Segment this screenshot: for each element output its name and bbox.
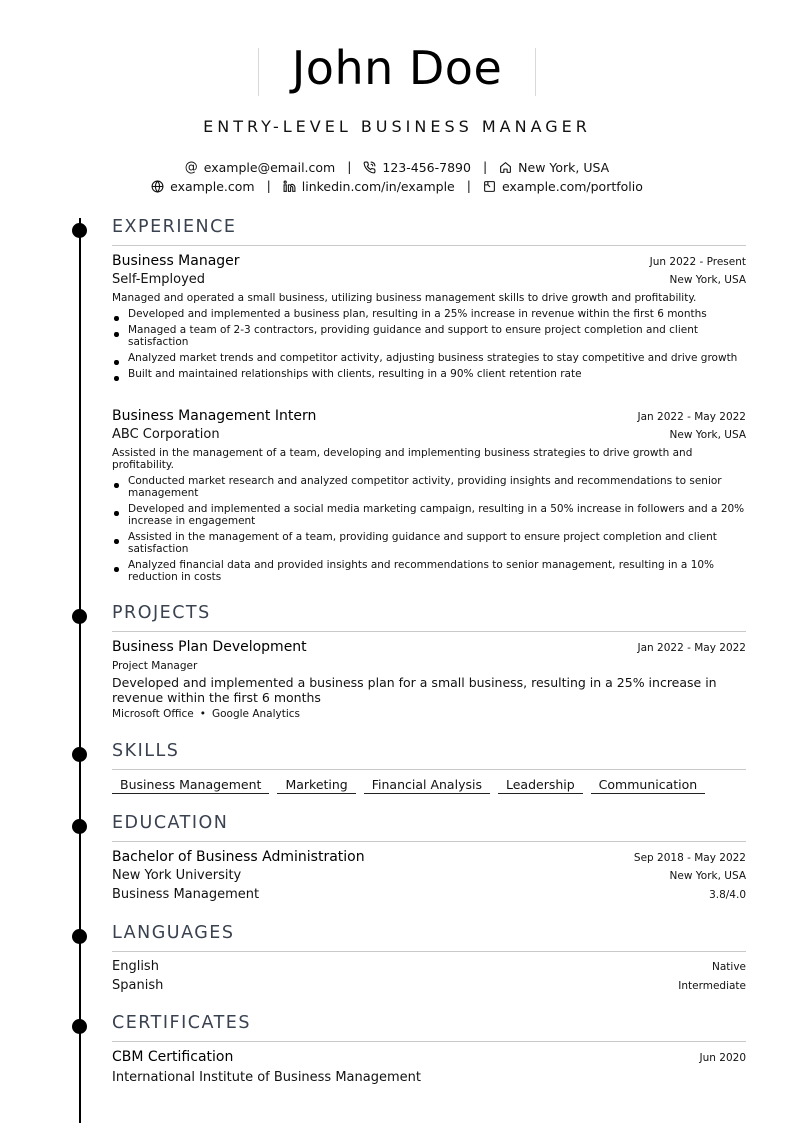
projects-section [112, 603, 746, 720]
certificates-section [112, 1013, 746, 1085]
highlight-item: Analyzed market trends and competitor activity, adjusting business strategies to stay competitive and drive growth [112, 352, 746, 364]
candidate-name: John Doe [291, 41, 503, 95]
section-title: CERTIFICATES [112, 1013, 251, 1033]
timeline-dot-certificates [72, 1019, 87, 1034]
phone-text: 123-456-7890 [382, 160, 471, 175]
separator: | [347, 159, 352, 174]
contact-email[interactable] [185, 160, 335, 175]
portfolio-icon [483, 180, 496, 193]
skill-tag: Communication [591, 777, 706, 794]
certificate-issuer: International Institute of Business Management [112, 1070, 421, 1085]
language-name: English [112, 959, 159, 974]
section-divider [112, 841, 746, 842]
keyword-separator: • [199, 708, 206, 720]
company-name: ABC Corporation [112, 427, 220, 442]
education-item [112, 849, 746, 906]
project-description: Developed and implemented a business plan for a small business, resulting in a 25% increase in revenue within the first 6 months [112, 675, 717, 705]
language-level: Native [712, 961, 746, 973]
location-text: New York, USA [518, 160, 610, 175]
project-name: Business Plan Development [112, 639, 307, 655]
keyword: Microsoft Office [112, 708, 194, 720]
contact-linkedin[interactable] [283, 179, 455, 194]
linkedin-icon [283, 180, 296, 193]
highlight-item: Assisted in the management of a team, providing guidance and support to ensure project completion and client satisfaction [112, 531, 746, 555]
education-date: Sep 2018 - May 2022 [633, 852, 746, 864]
linkedin-text: linkedin.com/in/example [301, 179, 455, 194]
job-summary: Managed and operated a small business, utilizing business management skills to drive growth and profitability. [112, 292, 697, 304]
certificate-name: CBM Certification [112, 1049, 234, 1065]
languages-section [112, 923, 746, 993]
project-role: Project Manager [112, 660, 198, 672]
headline: ENTRY-LEVEL BUSINESS MANAGER [203, 117, 591, 136]
keyword: Google Analytics [211, 708, 301, 720]
job-location: New York, USA [669, 429, 746, 441]
contact-phone[interactable] [363, 160, 471, 175]
certificate-date: Jun 2020 [699, 1052, 746, 1064]
timeline-dot-languages [72, 929, 87, 944]
experience-item [112, 408, 746, 583]
section-divider [112, 1041, 746, 1042]
experience-item [112, 253, 746, 380]
job-date: Jun 2022 - Present [649, 256, 746, 268]
language-item [112, 959, 746, 978]
project-keywords [112, 708, 746, 720]
section-title: SKILLS [112, 741, 180, 761]
highlight-item: Developed and implemented a social media marketing campaign, resulting in a 50% increase in followers and a 20% increase in engagement [112, 503, 746, 527]
separator: | [466, 178, 471, 193]
job-title: Business Manager [112, 253, 240, 269]
portfolio-text: example.com/portfolio [501, 179, 643, 194]
contact-location [499, 160, 609, 175]
email-text: example@email.com [203, 160, 336, 175]
at-icon: @ [184, 160, 198, 175]
section-divider [112, 769, 746, 770]
field-of-study: Business Management [112, 887, 260, 902]
section-divider [112, 245, 746, 246]
phone-icon [363, 161, 376, 174]
highlight-item: Built and maintained relationships with clients, resulting in a 90% client retention rate [112, 368, 746, 380]
timeline-line [79, 218, 81, 1123]
school-name: New York University [112, 868, 242, 883]
job-summary: Assisted in the management of a team, developing and implementing business strategies to drive growth and profitability. [112, 447, 693, 471]
section-title: LANGUAGES [112, 923, 235, 943]
certificate-item [112, 1049, 746, 1087]
job-title: Business Management Intern [112, 408, 317, 424]
header [0, 40, 794, 96]
section-title: EXPERIENCE [112, 217, 237, 237]
highlight-item: Developed and implemented a business plan, resulting in a 25% increase in revenue within the first 6 months [112, 308, 746, 320]
separator: | [482, 159, 488, 174]
skill-tag: Financial Analysis [364, 777, 490, 794]
experience-section [112, 217, 746, 583]
education-section [112, 813, 746, 902]
name-box [258, 40, 537, 96]
job-highlights [112, 475, 746, 583]
skills-section [112, 741, 746, 792]
languages-list [112, 959, 746, 997]
highlight-item: Analyzed financial data and provided insights and recommendations to senior management, resulting in a 10% reduction in costs [112, 559, 746, 583]
skills-list [112, 777, 705, 794]
skill-tag: Business Management [112, 777, 269, 794]
home-icon [499, 161, 512, 174]
contact-row-secondary [0, 178, 794, 194]
skill-tag: Leadership [498, 777, 583, 794]
job-date: Jan 2022 - May 2022 [637, 411, 746, 423]
section-divider [112, 951, 746, 952]
separator: | [266, 178, 271, 193]
section-title: EDUCATION [112, 813, 229, 833]
project-item [112, 639, 746, 720]
contact-portfolio[interactable] [483, 179, 643, 194]
section-title: PROJECTS [112, 603, 211, 623]
job-highlights [112, 308, 746, 380]
language-item [112, 978, 746, 997]
project-date: Jan 2022 - May 2022 [637, 642, 746, 654]
website-text: example.com [170, 179, 255, 194]
language-name: Spanish [112, 978, 164, 993]
timeline-dot-education [72, 819, 87, 834]
contact-row-primary [0, 159, 794, 175]
highlight-item: Conducted market research and analyzed competitor activity, providing insights and recommendations to senior management [112, 475, 746, 499]
timeline-dot-projects [72, 609, 87, 624]
contact-website[interactable] [151, 179, 254, 194]
timeline-dot-skills [72, 747, 87, 762]
job-location: New York, USA [669, 274, 746, 286]
section-divider [112, 631, 746, 632]
school-location: New York, USA [669, 870, 746, 882]
skill-tag: Marketing [277, 777, 355, 794]
company-name: Self-Employed [112, 272, 206, 287]
degree: Bachelor of Business Administration [112, 849, 365, 865]
timeline-dot-experience [72, 223, 87, 238]
globe-icon [151, 180, 164, 193]
highlight-item: Managed a team of 2-3 contractors, providing guidance and support to ensure project completion and client satisfaction [112, 324, 746, 348]
language-level: Intermediate [678, 980, 746, 992]
gpa: 3.8/4.0 [709, 889, 746, 901]
